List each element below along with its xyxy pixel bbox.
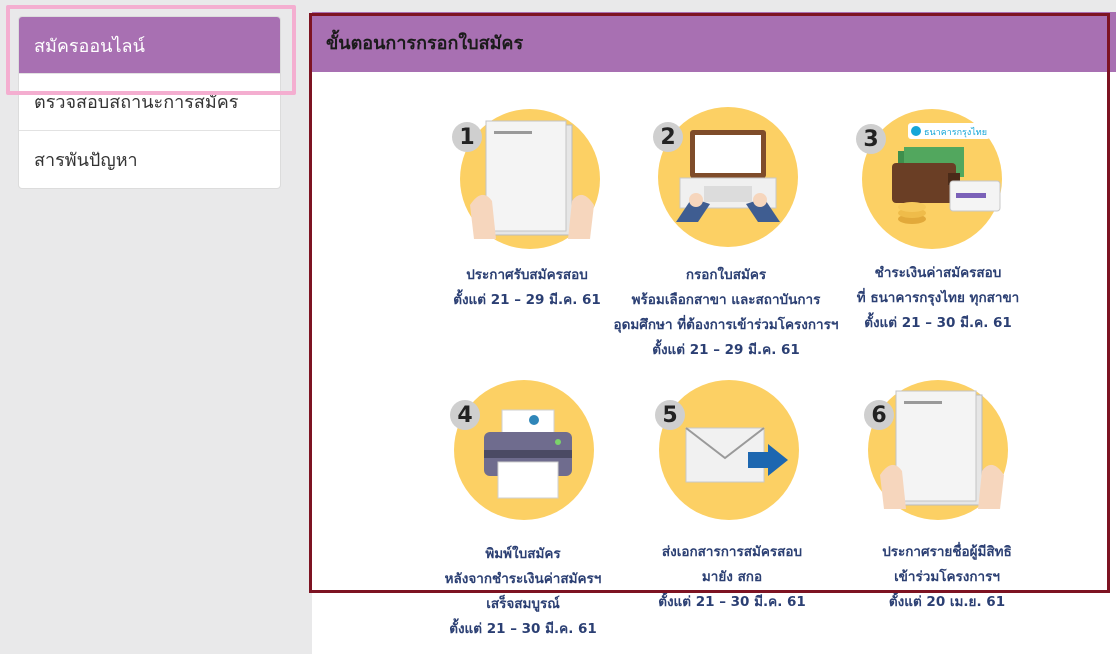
sidebar-item-label: ตรวจสอบสถานะการสมัคร [34,91,239,113]
sidebar-item-apply-online[interactable] [19,17,280,74]
caption-line: เข้าร่วมโครงการฯ [894,569,1000,585]
step-6-number: 6 [864,400,894,430]
envelope-send-icon [682,422,792,492]
caption-line: เสร็จสมบูรณ์ [486,596,560,612]
sidebar-item-check-status[interactable] [19,74,280,131]
caption-line: ตั้งแต่ 20 เม.ย. 61 [888,594,1006,610]
sidebar-item-label: สมัครออนไลน์ [34,35,145,57]
caption-line: ประกาศรับสมัครสอบ [466,267,588,283]
caption-line: ชำระเงินค่าสมัครสอบ [874,265,1002,281]
sidebar-item-label: สารพันปัญหา [34,150,138,171]
step-5-number: 5 [655,400,685,430]
step-3-number: 3 [856,124,886,154]
caption-line: ที่ ธนาคารกรุงไทย ทุกสาขา [856,290,1020,306]
step-2-number: 2 [653,122,683,152]
caption-line: พร้อมเลือกสาขา และสถาบันการ [631,292,821,308]
caption-line: อุดมศึกษา ที่ต้องการเข้าร่วมโครงการฯ [613,317,839,333]
step-6-caption [827,540,1067,615]
document-hands-icon [462,117,602,247]
step-2-caption [606,263,846,363]
caption-line: ตั้งแต่ 21 – 30 มี.ค. 61 [864,315,1012,331]
printer-icon [478,402,578,502]
caption-line: หลังจากชำระเงินค่าสมัครฯ [444,571,602,587]
steps-panel [312,12,1116,654]
caption-line: ส่งเอกสารการสมัครสอบ [661,544,803,560]
caption-line: ตั้งแต่ 21 – 30 มี.ค. 61 [449,621,597,637]
caption-line: พิมพ์ใบสมัคร [485,546,561,562]
step-3-caption [818,261,1058,336]
bank-logo-text: ธนาคารกรุงไทย [924,128,988,138]
caption-line: ตั้งแต่ 21 – 30 มี.ค. 61 [658,594,806,610]
caption-line: กรอกใบสมัคร [685,267,767,283]
sidebar-menu [18,16,281,189]
caption-line: ตั้งแต่ 21 – 29 มี.ค. 61 [652,342,800,358]
caption-line: ประกาศรายชื่อผู้มีสิทธิ [882,544,1012,560]
caption-line: มายัง สกอ [701,569,763,585]
step-5-caption [612,540,852,615]
wallet-payment-icon [868,117,1008,237]
sidebar-item-faq[interactable] [19,131,280,188]
step-1-number: 1 [452,122,482,152]
caption-line: ตั้งแต่ 21 – 29 มี.ค. 61 [453,292,601,308]
step-4-number: 4 [450,400,480,430]
panel-title: ขั้นตอนการกรอกใบสมัคร [312,12,1116,72]
document-hands-icon [872,387,1012,517]
step-4-caption [403,542,643,642]
